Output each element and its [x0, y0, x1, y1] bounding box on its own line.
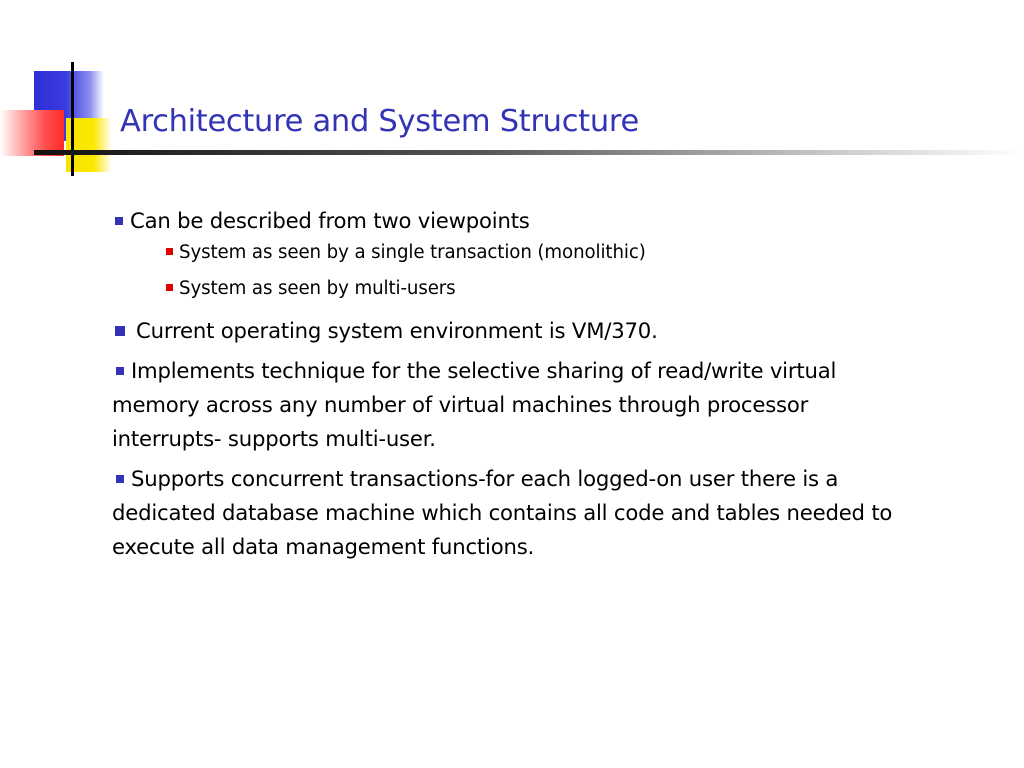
bullet-item: [112, 354, 912, 456]
bullet-item: [115, 314, 912, 348]
bullet-item: [115, 204, 912, 238]
bullet-text: Supports concurrent transactions-for each logged-on user there is a dedicated database machine which contains all code and tables needed to execute all data management functions.: [112, 466, 893, 559]
bullet-square-icon: [116, 367, 124, 375]
title-underline-rule: [34, 150, 1024, 155]
sub-bullet-item: [166, 238, 912, 268]
sub-bullet-square-icon: [166, 284, 173, 291]
bullet-square-icon: [115, 326, 125, 336]
sub-bullet-item: [166, 274, 912, 304]
sub-bullet-text: System as seen by multi-users: [179, 278, 456, 299]
slide-title: Architecture and System Structure: [120, 104, 639, 139]
decorative-vertical-line: [71, 62, 74, 176]
sub-bullet-text: System as seen by a single transaction (monolithic): [179, 242, 646, 263]
bullet-square-icon: [115, 217, 123, 225]
sub-bullet-square-icon: [166, 248, 173, 255]
bullet-square-icon: [116, 475, 124, 483]
bullet-text: Implements technique for the selective sharing of read/write virtual memory across any number of virtual machines through processor interrupts- supports multi-user.: [112, 358, 837, 451]
slide-content: [112, 204, 912, 564]
bullet-item: [112, 462, 912, 564]
bullet-text: Can be described from two viewpoints: [130, 208, 530, 233]
bullet-text: Current operating system environment is VM/370.: [136, 318, 658, 343]
